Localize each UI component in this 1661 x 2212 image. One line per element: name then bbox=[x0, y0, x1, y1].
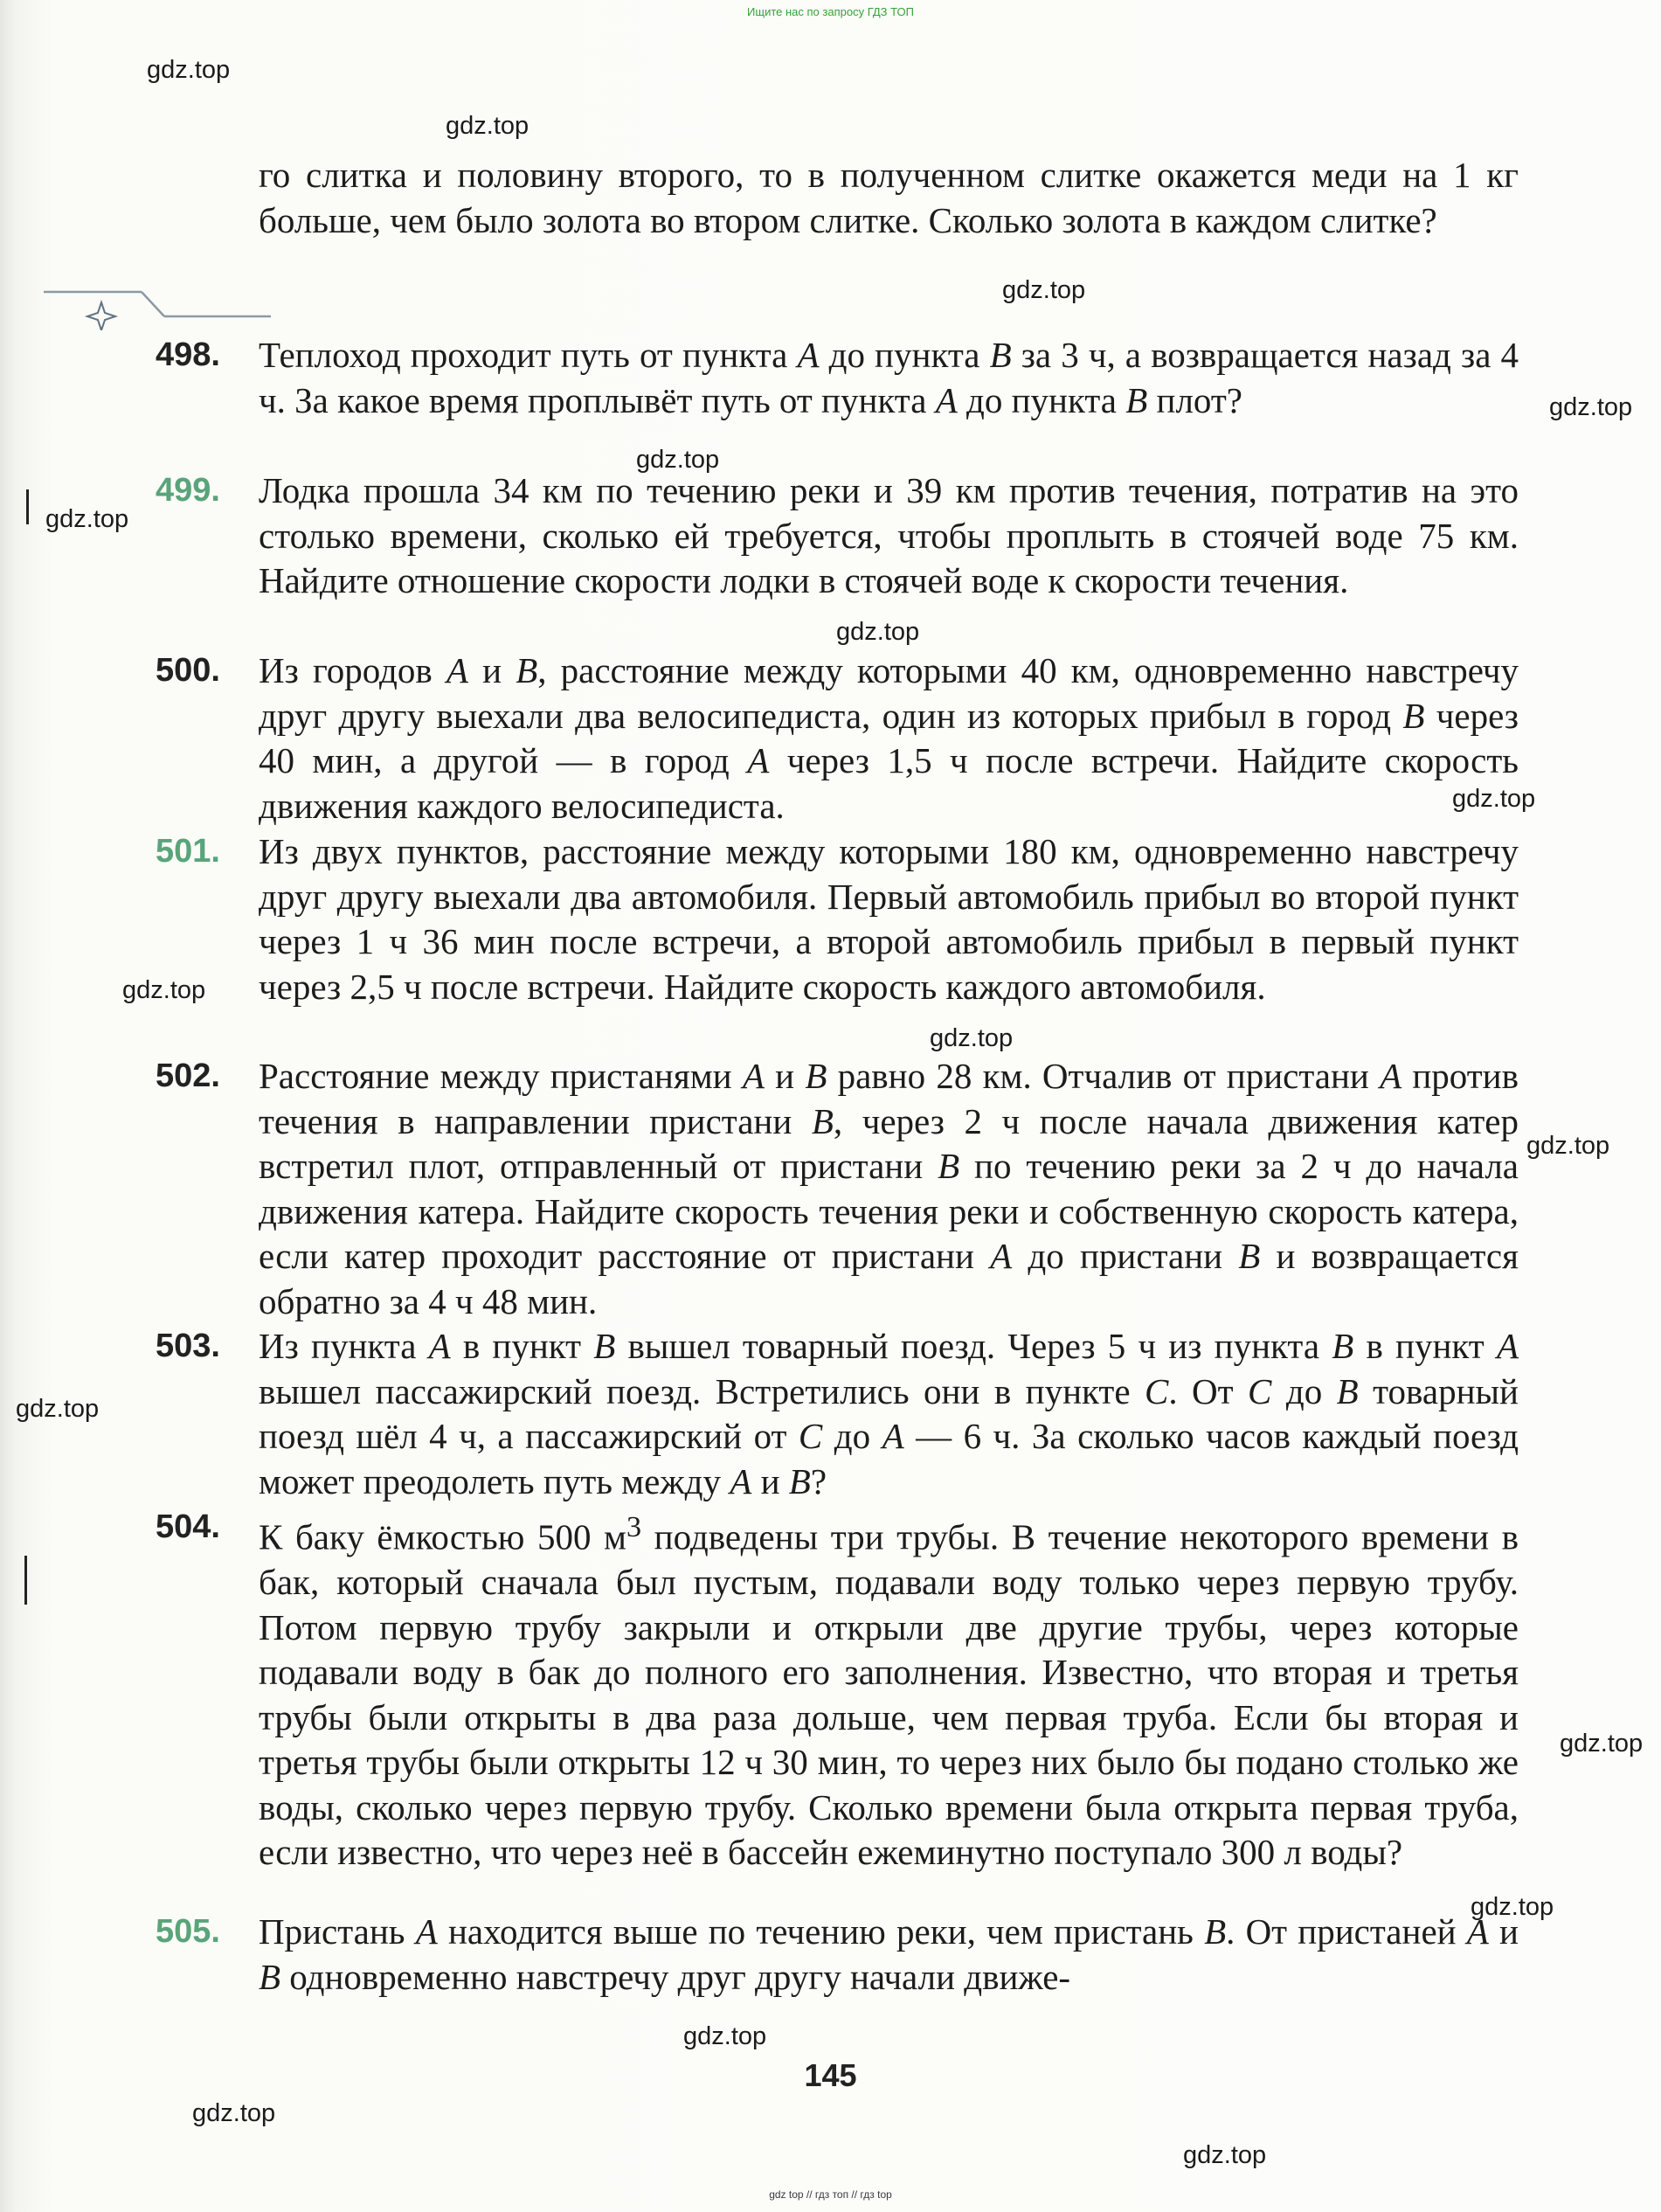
problem-text: Из двух пунктов, расстояние между которыми 180 км, одновременно навстречу друг другу выехали два автомобиля. Первый автомобиль прибыл во второй пункт через 1 ч 36 мин после встречи, а второй автомобиль прибыл в первый пункт через 2,5 ч после встречи. Найдите скорость каждого автомобиля. bbox=[259, 831, 1519, 1007]
problem-number: 505. bbox=[156, 1913, 220, 1950]
watermark: gdz.top bbox=[1002, 276, 1086, 304]
margin-mark bbox=[24, 1556, 27, 1605]
watermark: gdz.top bbox=[147, 56, 231, 84]
continuation-text: го слитка и половину второго, то в полученном слитке окажется меди на 1 кг больше, чем было золота во втором слитке. Сколько золота в каждом слитке? bbox=[259, 155, 1519, 240]
problem-text: Из пункта A в пункт B вышел товарный поезд. Через 5 ч из пункта B в пункт A вышел пассажирский поезд. Встретились они в пункте C. От C до B товарный поезд шёл 4 ч, а пассажирский от C до A — 6 ч. За сколько часов каждый поезд может преодолеть путь между A и B? bbox=[259, 1326, 1519, 1501]
problem-499 bbox=[156, 468, 1519, 604]
watermark: gdz.top bbox=[1526, 1132, 1610, 1160]
problem-503 bbox=[156, 1324, 1519, 1504]
problem-number: 500. bbox=[156, 652, 220, 689]
problem-number: 501. bbox=[156, 833, 220, 870]
watermark: gdz.top bbox=[1471, 1893, 1554, 1921]
margin-mark bbox=[26, 489, 29, 524]
problem-501 bbox=[156, 829, 1519, 1009]
problem-text: Из городов A и B, расстояние между которыми 40 км, одновременно навстречу друг другу выехали два велосипедиста, один из которых прибыл в город B через 40 мин, а другой — в город A через 1,5 ч после встречи. Найдите скорость движения каждого велосипедиста. bbox=[259, 650, 1519, 826]
watermark: gdz.top bbox=[636, 446, 720, 474]
problem-text: Лодка прошла 34 км по течению реки и 39 км против течения, потратив на это столько времени, сколько ей требуется, чтобы проплыть в стоячей воде 75 км. Найдите отношение скорости лодки в стоячей воде к скорости течения. bbox=[259, 470, 1519, 600]
section-marker-icon bbox=[44, 278, 271, 330]
problem-number: 502. bbox=[156, 1057, 220, 1094]
problem-502 bbox=[156, 1054, 1519, 1324]
problem-text: Расстояние между пристанями A и B равно 28 км. Отчалив от пристани A против течения в направлении пристани B, через 2 ч после начала движения катер встретил плот, отправленный от пристани B по течению реки за 2 ч до начала движения катера. Найдите скорость течения реки и собственную скорость катера, если катер проходит расстояние от пристани A до пристани B и возвращается обратно за 4 ч 48 мин. bbox=[259, 1056, 1519, 1321]
watermark: gdz.top bbox=[446, 112, 529, 140]
watermark: gdz.top bbox=[16, 1395, 100, 1423]
problem-number: 499. bbox=[156, 472, 220, 509]
watermark: gdz.top bbox=[836, 618, 920, 646]
top-banner: Ищите нас по запросу ГДЗ ТОП bbox=[747, 5, 914, 18]
problem-text: Пристань A находится выше по течению реки, чем пристань B. От пристаней A и B одновременно навстречу друг другу начали движе- bbox=[259, 1911, 1519, 1997]
watermark: gdz.top bbox=[1549, 393, 1633, 421]
watermark: gdz.top bbox=[45, 505, 129, 533]
problem-text: Теплоход проходит путь от пункта A до пункта B за 3 ч, а возвращается назад за 4 ч. За какое время проплывёт путь от пункта A до пункта B плот? bbox=[259, 335, 1519, 420]
watermark: gdz.top bbox=[683, 2022, 767, 2050]
problem-498 bbox=[156, 333, 1519, 423]
problem-number: 498. bbox=[156, 336, 220, 373]
problem-text: К баку ёмкостью 500 $м^3$ подведены три трубы. В течение некоторого времени в бак, который сначала был пустым, подавали воду только через первую трубу. Потом первую трубу закрыли и открыли две другие трубы, через которые подавали воду в бак до полного его заполнения. Известно, что вторая и третья трубы были открыты в два раза дольше, чем первая труба. Если бы вторая и третья трубы были открыты 12 ч 30 мин, то через них было бы подано столько же воды, сколько через первую трубу. Сколько времени была открыта первая труба, если известно, что через неё в бассейн ежеминутно поступало 300 л воды? bbox=[259, 1511, 1519, 1873]
problem-505 bbox=[156, 1910, 1519, 2000]
watermark: gdz.top bbox=[1560, 1730, 1644, 1758]
watermark: gdz.top bbox=[1183, 2141, 1267, 2169]
page-number: 145 bbox=[804, 2057, 857, 2093]
problem-504 bbox=[156, 1505, 1519, 1876]
watermark: gdz.top bbox=[122, 976, 206, 1004]
watermark: gdz.top bbox=[930, 1024, 1014, 1052]
bottom-banner: gdz top // гдз топ // гдз top bbox=[769, 2188, 892, 2201]
watermark: gdz.top bbox=[192, 2099, 276, 2127]
problem-number: 504. bbox=[156, 1508, 220, 1545]
watermark: gdz.top bbox=[1452, 785, 1536, 813]
problem-500 bbox=[156, 648, 1519, 829]
problem-number: 503. bbox=[156, 1328, 220, 1364]
